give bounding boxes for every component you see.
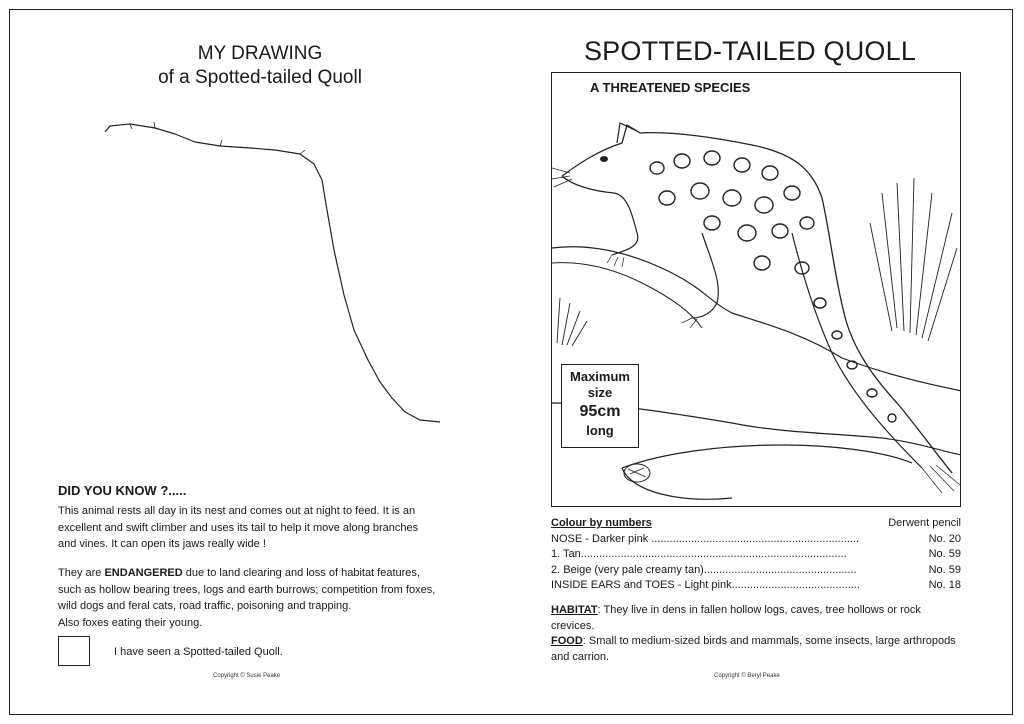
- food-label: FOOD: [551, 635, 583, 647]
- habitat-food-block: [551, 603, 961, 665]
- drawing-title-line1: MY DRAWING: [197, 43, 323, 64]
- habitat-text: [551, 603, 961, 634]
- left-copyright: Copyright © Susie Peake: [213, 673, 281, 679]
- drawing-title-line2: of a Spotted-tailed Quoll: [158, 67, 362, 88]
- seen-label: I have seen a Spotted-tailed Quoll.: [114, 646, 283, 658]
- colour-row: [551, 547, 961, 563]
- colour-row: [551, 532, 961, 548]
- page-title: SPOTTED-TAILED QUOLL: [583, 36, 917, 66]
- colour-label: NOSE - Darker pink ....................................................................: [551, 532, 860, 545]
- colour-number: No. 20: [928, 532, 961, 545]
- colour-label: INSIDE EARS and TOES - Light pink..........................................: [551, 579, 860, 591]
- fact-line: and vines. It can open its jaws really wide !: [58, 538, 266, 550]
- colour-number: No. 59: [928, 548, 961, 560]
- seen-checkbox[interactable]: [58, 636, 90, 666]
- colour-number: No. 18: [928, 579, 961, 591]
- colour-label: 1. Tan.......................................................................................: [551, 548, 847, 560]
- habitat-body: : They live in dens in fallen hollow logs, caves, tree hollows or rock crevices.: [551, 604, 921, 632]
- quoll-outline-sketch: [100, 120, 450, 430]
- drawing-title: [150, 42, 370, 90]
- endangered-label: ENDANGERED: [104, 567, 183, 579]
- fact-paragraph-1: [58, 503, 468, 553]
- did-you-know-heading: DID YOU KNOW ?.....: [58, 483, 187, 498]
- colour-row: [551, 578, 961, 594]
- fact-line: excellent and swift climber and uses its tail to help it move along branches: [58, 521, 419, 534]
- max-size-box: [561, 364, 639, 448]
- pencil-heading: Derwent pencil: [888, 517, 961, 529]
- colour-header-row: [551, 516, 961, 532]
- colour-heading: Colour by numbers: [551, 517, 652, 529]
- fact-text: due to land clearing and loss of habitat features,: [182, 567, 420, 579]
- size-value: 95cm: [579, 403, 621, 420]
- fact-line: Also foxes eating their young.: [58, 616, 203, 629]
- food-text: [551, 634, 961, 665]
- food-body: : Small to medium-sized birds and mammals, some insects, large arthropods and carrion.: [551, 635, 956, 663]
- fact-line: such as hollow bearing trees, logs and earth burrows; competition from foxes,: [58, 583, 436, 596]
- size-label: Maximum: [570, 369, 630, 384]
- size-label: size: [587, 385, 613, 400]
- right-copyright: Copyright © Beryl Peake: [714, 673, 780, 679]
- fact-line: This animal rests all day in its nest and comes out at night to feed. It is an: [58, 505, 416, 517]
- colour-row: [551, 563, 961, 579]
- colour-label: 2. Beige (very pale creamy tan)..................................................: [551, 563, 857, 576]
- fact-line: wild dogs and feral cats, road traffic, poisoning and trapping.: [58, 600, 352, 612]
- size-label: long: [586, 423, 614, 438]
- threatened-subtitle: A THREATENED SPECIES: [590, 80, 751, 95]
- colour-by-numbers: [551, 516, 961, 594]
- habitat-label: HABITAT: [551, 604, 598, 616]
- fact-text: They are: [58, 567, 105, 579]
- colour-number: No. 59: [928, 563, 961, 576]
- fact-paragraph-2: [58, 565, 468, 631]
- fact-line: [58, 565, 468, 582]
